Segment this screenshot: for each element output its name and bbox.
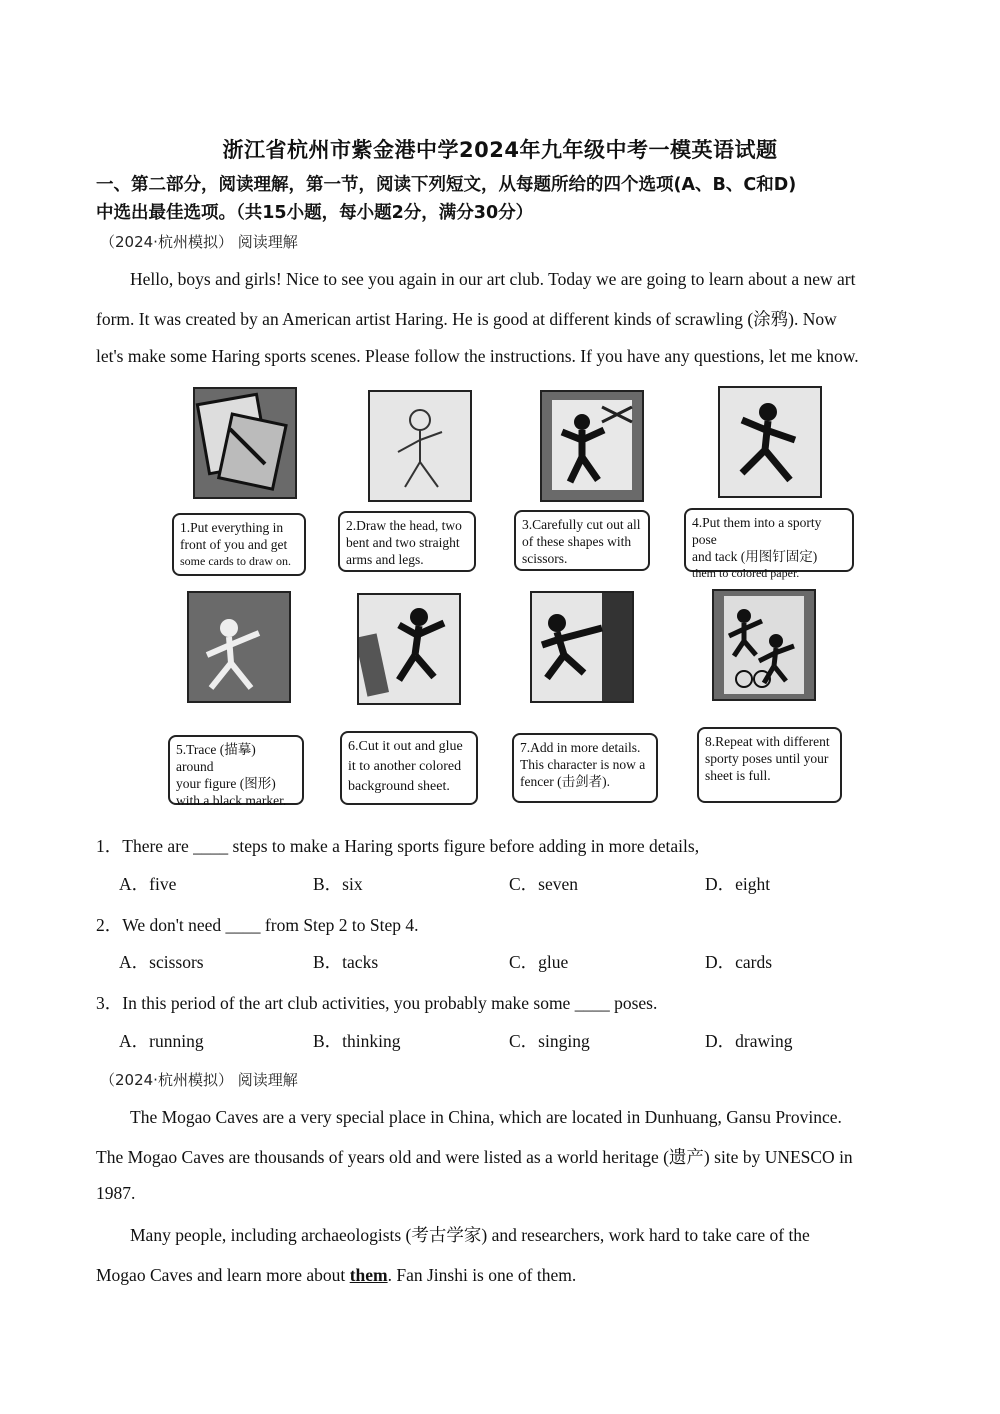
passage2-p2-line-2-end: . Fan Jinshi is one of them. xyxy=(387,1265,577,1285)
question-2-option-d[interactable]: D．cards xyxy=(705,952,773,972)
step-5-illustration xyxy=(189,593,289,701)
question-1-option-a[interactable]: A．five xyxy=(119,874,177,894)
step-2-text-3: arms and legs. xyxy=(346,552,424,567)
underlined-word-them: them xyxy=(349,1265,388,1285)
passage2-p2-line-1: Many people, including archaeologists (考古学家) and researchers, work hard to take care of the xyxy=(130,1225,810,1245)
passage2 xyxy=(96,1097,906,1295)
step-4-caption xyxy=(684,508,854,580)
step-2-text-2: bent and two straight xyxy=(346,535,460,550)
question-3-option-c[interactable]: C．singing xyxy=(509,1031,590,1051)
passage1-line-3: let's make some Haring sports scenes. Please follow the instructions. If you have any questions, let me know. xyxy=(96,346,859,366)
question-1-option-d[interactable]: D．eight xyxy=(705,874,771,894)
step-5-caption xyxy=(168,735,304,808)
step-5-text-3: with a black marker. xyxy=(176,793,287,808)
passage2-p1-line-3: 1987. xyxy=(96,1183,136,1203)
step-3-illustration xyxy=(542,392,642,500)
passage2-p1-line-2: The Mogao Caves are thousands of years old and were listed as a world heritage (遗产) site by UNESCO in xyxy=(96,1147,853,1167)
step-7-text-2: This character is now a xyxy=(520,757,646,772)
step-7-text-1: 7.Add in more details. xyxy=(520,740,641,755)
question-2-option-a[interactable]: A．scissors xyxy=(119,952,204,972)
step-7-image xyxy=(530,591,634,703)
passage1 xyxy=(96,259,906,376)
step-6-image xyxy=(357,593,461,705)
step-4-text-1: 4.Put them into a sporty pose xyxy=(692,515,822,547)
step-3-caption xyxy=(514,510,650,571)
passage2-p2-line-2-start: Mogao Caves and learn more about xyxy=(96,1265,350,1285)
passage2-source-tag: （2024·杭州模拟） 阅读理解 xyxy=(100,1071,298,1089)
passage1-source-tag: （2024·杭州模拟） 阅读理解 xyxy=(100,233,298,251)
step-2-illustration xyxy=(370,392,470,500)
step-4-text-3: them to colored paper. xyxy=(692,566,800,580)
step-7-caption xyxy=(512,733,658,803)
step-8-image xyxy=(712,589,816,701)
question-2-option-b[interactable]: B．tacks xyxy=(313,952,379,972)
question-3-option-d[interactable]: D．drawing xyxy=(705,1031,793,1051)
step-6-text-3: background sheet. xyxy=(348,779,450,794)
section-instruction-line-2: 中选出最佳选项。（共15小题，每小题2分，满分30分） xyxy=(96,203,534,223)
step-3-text-2: of these shapes with xyxy=(522,534,632,549)
step-5-image xyxy=(187,591,291,703)
step-1-image xyxy=(193,387,297,499)
step-5-text-2: your figure (图形) xyxy=(176,776,276,791)
step-6-text-1: 6.Cut it out and glue xyxy=(348,739,463,754)
step-1-illustration xyxy=(195,389,295,497)
step-2-text-1: 2.Draw the head, two xyxy=(346,518,462,533)
question-1-option-b[interactable]: B．six xyxy=(313,874,363,894)
step-8-text-3: sheet is full. xyxy=(705,768,771,783)
passage2-p1-line-1: The Mogao Caves are a very special place in China, which are located in Dunhuang, Gansu Province. xyxy=(130,1107,842,1127)
step-1-text-2: front of you and get xyxy=(180,537,288,552)
question-1-stem: 1．There are ____ steps to make a Haring sports figure before adding in more details, xyxy=(96,836,700,856)
question-3-option-a[interactable]: A．running xyxy=(119,1031,204,1051)
step-8-text-2: sporty poses until your xyxy=(705,751,829,766)
step-7-illustration xyxy=(532,593,632,701)
step-6-text-2: it to another colored xyxy=(348,759,462,774)
step-8-text-1: 8.Repeat with different xyxy=(705,734,830,749)
step-4-illustration xyxy=(720,388,820,496)
section-instruction-line-1: 一、第二部分，阅读理解，第一节，阅读下列短文，从每题所给的四个选项(A、B、C和D) xyxy=(96,175,797,195)
question-1-option-c[interactable]: C．seven xyxy=(509,874,579,894)
step-1-caption xyxy=(172,513,306,576)
step-5-text-1: 5.Trace (描摹) around xyxy=(176,742,256,774)
step-2-image xyxy=(368,390,472,502)
step-8-illustration xyxy=(714,591,814,699)
passage1-line-2: form. It was created by an American artist Haring. He is good at different kinds of scrawling (涂鸦). Now xyxy=(96,309,837,329)
question-2-stem: 2．We don't need ____ from Step 2 to Step 4. xyxy=(96,915,419,935)
question-3-stem: 3．In this period of the art club activities, you probably make some ____ poses. xyxy=(96,993,658,1013)
step-8-caption xyxy=(697,727,842,803)
passage1-line-1: Hello, boys and girls! Nice to see you again in our art club. Today we are going to learn about a new art xyxy=(130,269,856,289)
page-title: 浙江省杭州市紫金港中学2024年九年级中考一模英语试题 xyxy=(222,138,778,162)
question-2-option-c[interactable]: C．glue xyxy=(509,952,569,972)
step-3-text-1: 3.Carefully cut out all xyxy=(522,517,641,532)
step-3-image xyxy=(540,390,644,502)
step-6-illustration xyxy=(359,595,459,703)
step-7-text-3: fencer (击剑者). xyxy=(520,774,610,789)
step-4-text-2: and tack (用图钉固定) xyxy=(692,549,818,564)
question-3-option-b[interactable]: B．thinking xyxy=(313,1031,401,1051)
step-1-text-3: some cards to draw on. xyxy=(180,554,291,568)
step-4-image xyxy=(718,386,822,498)
passage2-p2-line-2 xyxy=(96,1255,906,1295)
step-1-text-1: 1.Put everything in xyxy=(180,520,284,535)
step-2-caption xyxy=(338,511,476,572)
step-6-caption xyxy=(340,731,478,805)
step-3-text-3: scissors. xyxy=(522,551,568,566)
